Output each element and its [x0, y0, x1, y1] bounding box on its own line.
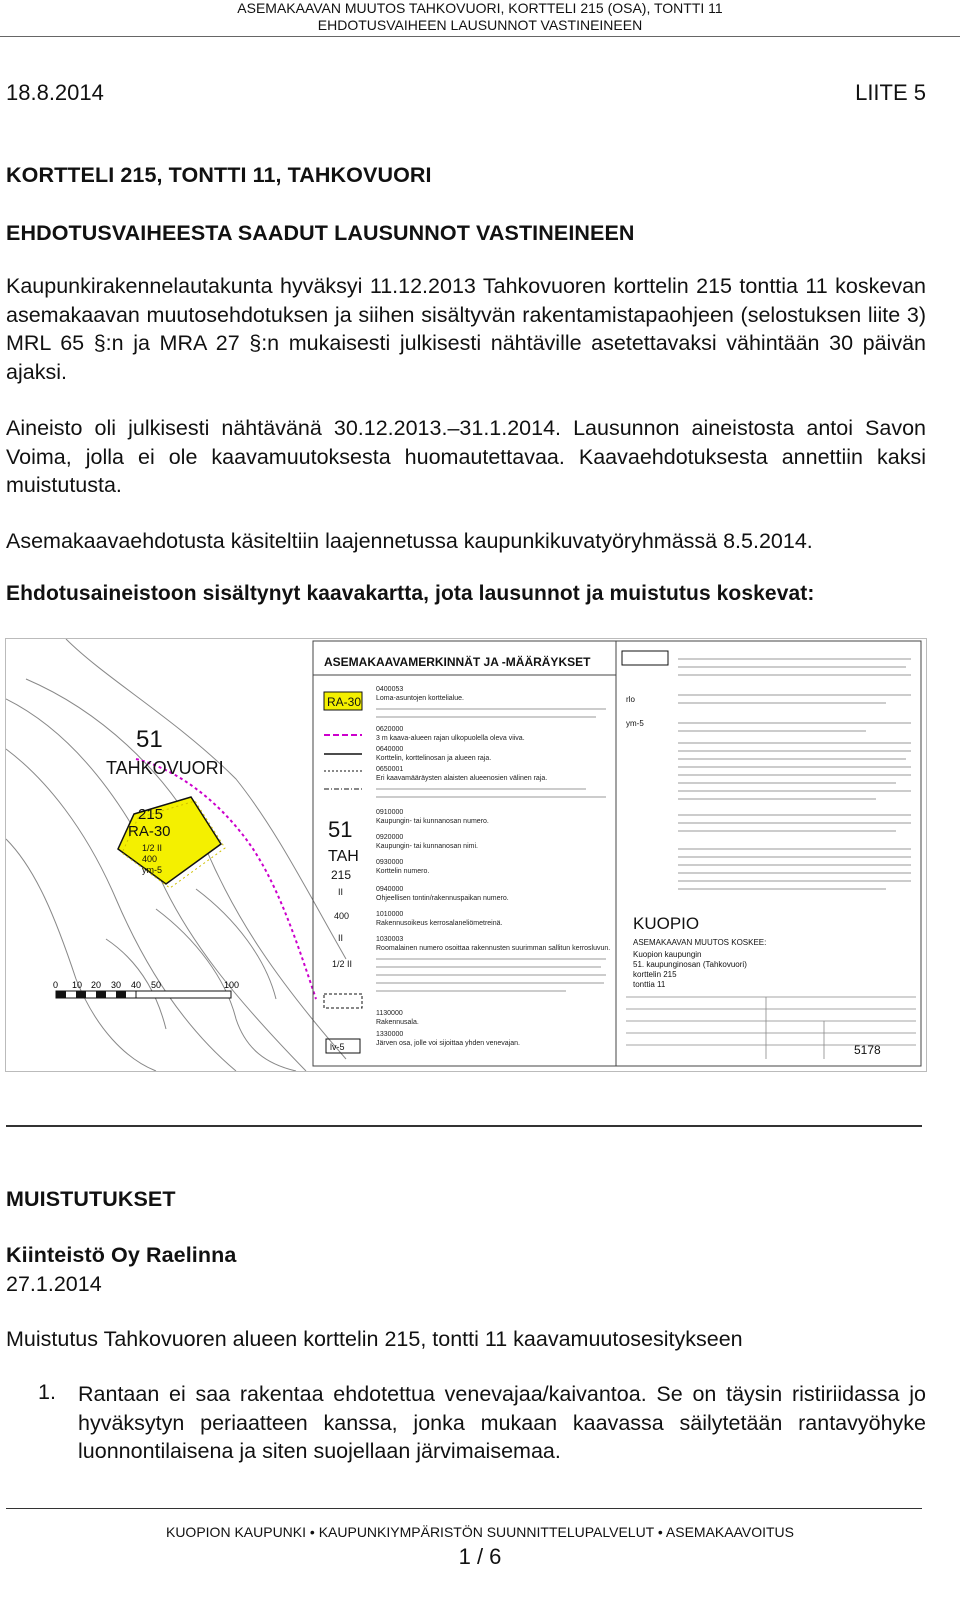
svg-text:0940000: 0940000: [376, 886, 404, 893]
svg-text:Rakennusala.: Rakennusala.: [376, 1019, 419, 1026]
appendix-label: LIITE 5: [855, 80, 926, 105]
map-kuopio: KUOPIO: [633, 914, 700, 933]
svg-text:51. kaupunginosan (Tahkovuori): 51. kaupunginosan (Tahkovuori): [633, 960, 747, 969]
svg-text:Kaupungin- tai kunnanosan nimi: Kaupungin- tai kunnanosan nimi.: [376, 843, 478, 850]
svg-text:Korttelin numero.: Korttelin numero.: [376, 868, 430, 875]
list-item-text: Rantaan ei saa rakentaa ehdotettua venevajaa/kaivantoa. Se on täysin ristiriidassa jo hyväksytyn periaatteen kanssa, jonka mukaan kaavassa säilytetään rantavyöhyke luonnontilaisena ja siten suojellaan järvimaisemaa.: [78, 1382, 926, 1463]
svg-text:10: 10: [72, 980, 83, 990]
svg-text:30: 30: [111, 980, 122, 990]
plot-area: [118, 797, 221, 884]
svg-text:0910000: 0910000: [376, 809, 404, 816]
svg-text:Kuopion kaupungin: Kuopion kaupungin: [633, 950, 702, 959]
document-date: 18.8.2014: [6, 80, 104, 105]
page-number: 1 / 6: [458, 1544, 502, 1569]
svg-text:400: 400: [334, 911, 350, 921]
svg-text:1030003: 1030003: [376, 936, 404, 943]
svg-text:II: II: [338, 933, 344, 943]
page-header-line1: ASEMAKAAVAN MUUTOS TAHKOVUORI, KORTTELI 215 (OSA), TONTTI 11: [237, 0, 723, 16]
svg-text:Rakennusoikeus kerrosalaneliöm: Rakennusoikeus kerrosalaneliömetreinä.: [376, 920, 503, 927]
scale-bar: [53, 980, 239, 998]
svg-text:Järven osa, jolle voi sijoitta: Järven osa, jolle voi sijoittaa yhden venevajan.: [376, 1040, 520, 1047]
paragraph-map-intro: Ehdotusaineistoon sisältynyt kaavakartta, jota lausunnot ja muistutus koskevat:: [6, 582, 815, 605]
map-subtitle: ASEMAKAAVAN MUUTOS KOSKEE:: [633, 938, 767, 947]
svg-text:lv-5: lv-5: [330, 1042, 345, 1052]
map-district-number: 51: [136, 726, 163, 753]
svg-text:II: II: [338, 887, 344, 897]
svg-text:Korttelin, korttelinosan ja al: Korttelin, korttelinosan ja alueen raja.: [376, 755, 492, 762]
svg-text:0640000: 0640000: [376, 746, 404, 753]
title-block: KORTTELI 215, TONTTI 11, TAHKOVUORI: [6, 163, 432, 187]
svg-text:20: 20: [91, 980, 102, 990]
legend-district-abbrev: TAH: [328, 848, 359, 865]
svg-text:0930000: 0930000: [376, 859, 404, 866]
plan-number: 5178: [854, 1043, 881, 1057]
svg-text:rlo: rlo: [626, 695, 635, 704]
plan-map: [5, 638, 927, 1072]
svg-text:ym-5: ym-5: [626, 719, 644, 728]
svg-text:Kaupungin- tai kunnanosan nume: Kaupungin- tai kunnanosan numero.: [376, 818, 489, 825]
footer-rule: [6, 1508, 922, 1509]
title-statements: EHDOTUSVAIHEESTA SAADUT LAUSUNNOT VASTINEINEEN: [6, 221, 635, 245]
svg-text:50: 50: [151, 980, 162, 990]
legend-right-column: [622, 651, 916, 1059]
svg-text:0: 0: [53, 980, 59, 990]
author-date: 27.1.2014: [6, 1272, 102, 1296]
svg-text:1/2 II: 1/2 II: [332, 959, 353, 969]
svg-text:Eri kaavamääräysten alaisten a: Eri kaavamääräysten alaisten alueenosien välinen raja.: [376, 775, 548, 782]
paragraph-approval: Kaupunkirakennelautakunta hyväksyi 11.12.2013 Tahkovuoren korttelin 215 tonttia 11 koskevan asemakaavan muutosehdotuksen ja siihen sisältyvän rakentamistapaohjeen (selostuksen liite 3) MRL 65 §:n ja MRA 27 §:n mukaisesti julkisesti nähtäville asetettavaksi vähintään 30 päivän ajaksi.: [6, 274, 926, 384]
legend-frame: [313, 641, 921, 1066]
svg-text:korttelin 215: korttelin 215: [633, 970, 677, 979]
svg-text:1330000: 1330000: [376, 1031, 404, 1038]
svg-text:40: 40: [131, 980, 142, 990]
svg-text:1/2 II: 1/2 II: [142, 843, 163, 853]
svg-text:1010000: 1010000: [376, 911, 404, 918]
svg-text:3 m kaava-alueen rajan ulkopuo: 3 m kaava-alueen rajan ulkopuolella oleva viiva.: [376, 735, 525, 742]
legend-title: ASEMAKAAVAMERKINNÄT JA -MÄÄRÄYKSET: [324, 655, 591, 669]
section-muistutukset: MUISTUTUKSET: [6, 1187, 176, 1211]
section-rule: [6, 1125, 922, 1127]
svg-text:400: 400: [142, 854, 158, 864]
legend-block-ref: 215: [331, 868, 352, 882]
map-district-name: TAHKOVUORI: [106, 758, 224, 778]
plot-block-label: 215: [138, 806, 164, 823]
legend-block-number: 51: [328, 817, 353, 842]
svg-text:0620000: 0620000: [376, 726, 404, 733]
svg-text:0400053: 0400053: [376, 686, 404, 693]
muistutus-title: Muistutus Tahkovuoren alueen korttelin 215, tontti 11 kaavamuutosesitykseen: [6, 1327, 743, 1351]
plan-map-drawing: [6, 639, 926, 1071]
svg-text:Roomalainen numero osoittaa ra: Roomalainen numero osoittaa rakennusten suurimman sallitun kerrosluvun.: [376, 945, 611, 952]
paragraph-review: Asemakaavaehdotusta käsiteltiin laajennetussa kaupunkikuvatyöryhmässä 8.5.2014.: [6, 529, 813, 553]
page-header-line2: EHDOTUSVAIHEEN LAUSUNNOT VASTINEINEEN: [317, 17, 643, 33]
paragraph-display: Aineisto oli julkisesti nähtävänä 30.12.2013.–31.1.2014. Lausunnon aineistosta antoi Savon Voima, jolla ei ole kaavamuutoksesta huomautettavaa. Kaavaehdotuksesta annettiin kaksi muistutusta.: [6, 416, 926, 497]
svg-text:tonttia 11: tonttia 11: [633, 980, 666, 989]
legend-items: [376, 686, 610, 1047]
svg-text:ym-5: ym-5: [142, 865, 162, 875]
svg-text:Ohjeellisen tontin/rakennuspai: Ohjeellisen tontin/rakennuspaikan numero.: [376, 895, 509, 902]
header-rule: [0, 36, 960, 37]
author-name: Kiinteistö Oy Raelinna: [6, 1243, 237, 1267]
svg-text:1130000: 1130000: [376, 1010, 403, 1017]
svg-text:100: 100: [224, 980, 240, 990]
svg-text:Loma-asuntojen korttelialue.: Loma-asuntojen korttelialue.: [376, 695, 464, 702]
list-item-number: 1.: [38, 1380, 56, 1404]
plot-zone-label: RA-30: [128, 823, 171, 840]
svg-text:0920000: 0920000: [376, 834, 404, 841]
legend-zone-code: RA-30: [327, 695, 362, 709]
page-footer: KUOPION KAUPUNKI • KAUPUNKIYMPÄRISTÖN SUUNNITTELUPALVELUT • ASEMAKAAVOITUS: [165, 1524, 794, 1540]
svg-text:0650001: 0650001: [376, 766, 404, 773]
